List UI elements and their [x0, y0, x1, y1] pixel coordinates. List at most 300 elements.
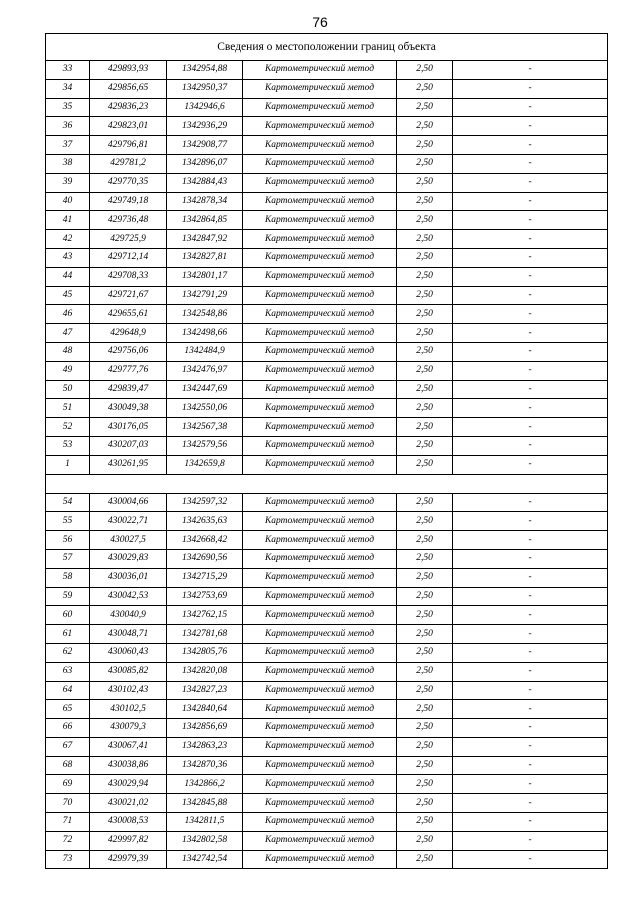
description-cell: - — [453, 568, 608, 587]
table-row — [46, 719, 608, 738]
y-coordinate-cell: 1342847,92 — [167, 230, 243, 249]
x-coordinate-cell: 429781,2 — [90, 154, 167, 173]
accuracy-cell: 2,50 — [397, 756, 453, 775]
point-number-cell: 53 — [46, 436, 90, 455]
table-row — [46, 192, 608, 211]
table-row — [46, 342, 608, 361]
point-number-cell: 66 — [46, 719, 90, 738]
accuracy-cell: 2,50 — [397, 173, 453, 192]
table-row — [46, 643, 608, 662]
accuracy-cell: 2,50 — [397, 154, 453, 173]
method-cell: Картометрический метод — [243, 98, 397, 117]
method-cell: Картометрический метод — [243, 531, 397, 550]
description-cell: - — [453, 606, 608, 625]
point-number-cell: 56 — [46, 531, 90, 550]
accuracy-cell: 2,50 — [397, 813, 453, 832]
point-number-cell: 38 — [46, 154, 90, 173]
point-number-cell: 42 — [46, 230, 90, 249]
x-coordinate-cell: 430029,83 — [90, 549, 167, 568]
table-row — [46, 230, 608, 249]
description-cell: - — [453, 267, 608, 286]
point-number-cell: 36 — [46, 117, 90, 136]
accuracy-cell: 2,50 — [397, 455, 453, 474]
table-row — [46, 606, 608, 625]
table-title: Сведения о местоположении границ объекта — [46, 34, 608, 61]
method-cell: Картометрический метод — [243, 775, 397, 794]
accuracy-cell: 2,50 — [397, 512, 453, 531]
y-coordinate-cell: 1342802,58 — [167, 831, 243, 850]
y-coordinate-cell: 1342498,66 — [167, 324, 243, 343]
x-coordinate-cell: 430261,95 — [90, 455, 167, 474]
y-coordinate-cell: 1342827,81 — [167, 248, 243, 267]
description-cell: - — [453, 700, 608, 719]
x-coordinate-cell: 430207,03 — [90, 436, 167, 455]
y-coordinate-cell: 1342597,32 — [167, 493, 243, 512]
boundary-coordinates-table — [45, 33, 608, 869]
table-row — [46, 681, 608, 700]
x-coordinate-cell: 429749,18 — [90, 192, 167, 211]
description-cell: - — [453, 286, 608, 305]
y-coordinate-cell: 1342863,23 — [167, 737, 243, 756]
point-number-cell: 40 — [46, 192, 90, 211]
description-cell: - — [453, 756, 608, 775]
x-coordinate-cell: 429796,81 — [90, 136, 167, 155]
description-cell: - — [453, 305, 608, 324]
method-cell: Картометрический метод — [243, 230, 397, 249]
method-cell: Картометрический метод — [243, 248, 397, 267]
point-number-cell: 73 — [46, 850, 90, 869]
method-cell: Картометрический метод — [243, 756, 397, 775]
y-coordinate-cell: 1342946,6 — [167, 98, 243, 117]
x-coordinate-cell: 429655,61 — [90, 305, 167, 324]
description-cell: - — [453, 173, 608, 192]
y-coordinate-cell: 1342811,5 — [167, 813, 243, 832]
point-number-cell: 44 — [46, 267, 90, 286]
description-cell: - — [453, 813, 608, 832]
table-row — [46, 531, 608, 550]
table-row — [46, 173, 608, 192]
accuracy-cell: 2,50 — [397, 775, 453, 794]
method-cell: Картометрический метод — [243, 512, 397, 531]
x-coordinate-cell: 429856,65 — [90, 79, 167, 98]
method-cell: Картометрический метод — [243, 587, 397, 606]
y-coordinate-cell: 1342820,08 — [167, 662, 243, 681]
accuracy-cell: 2,50 — [397, 61, 453, 80]
y-coordinate-cell: 1342567,38 — [167, 418, 243, 437]
method-cell: Картометрический метод — [243, 286, 397, 305]
description-cell: - — [453, 98, 608, 117]
table-row — [46, 79, 608, 98]
accuracy-cell: 2,50 — [397, 587, 453, 606]
x-coordinate-cell: 429823,01 — [90, 117, 167, 136]
y-coordinate-cell: 1342845,88 — [167, 794, 243, 813]
table-row — [46, 380, 608, 399]
description-cell: - — [453, 418, 608, 437]
x-coordinate-cell: 430060,43 — [90, 643, 167, 662]
table-row — [46, 324, 608, 343]
x-coordinate-cell: 429777,76 — [90, 361, 167, 380]
accuracy-cell: 2,50 — [397, 211, 453, 230]
table-row — [46, 775, 608, 794]
description-cell: - — [453, 230, 608, 249]
method-cell: Картометрический метод — [243, 211, 397, 230]
y-coordinate-cell: 1342579,56 — [167, 436, 243, 455]
table-row — [46, 286, 608, 305]
x-coordinate-cell: 429736,48 — [90, 211, 167, 230]
y-coordinate-cell: 1342896,07 — [167, 154, 243, 173]
method-cell: Картометрический метод — [243, 455, 397, 474]
accuracy-cell: 2,50 — [397, 493, 453, 512]
description-cell: - — [453, 493, 608, 512]
point-number-cell: 67 — [46, 737, 90, 756]
group-separator-row — [46, 474, 608, 493]
method-cell: Картометрический метод — [243, 681, 397, 700]
description-cell: - — [453, 831, 608, 850]
accuracy-cell: 2,50 — [397, 79, 453, 98]
x-coordinate-cell: 429712,14 — [90, 248, 167, 267]
x-coordinate-cell: 429756,06 — [90, 342, 167, 361]
method-cell: Картометрический метод — [243, 850, 397, 869]
method-cell: Картометрический метод — [243, 79, 397, 98]
page-number: 76 — [312, 14, 328, 30]
x-coordinate-cell: 429839,47 — [90, 380, 167, 399]
accuracy-cell: 2,50 — [397, 568, 453, 587]
table-row — [46, 98, 608, 117]
table-row — [46, 662, 608, 681]
accuracy-cell: 2,50 — [397, 436, 453, 455]
point-number-cell: 62 — [46, 643, 90, 662]
method-cell: Картометрический метод — [243, 61, 397, 80]
method-cell: Картометрический метод — [243, 662, 397, 681]
y-coordinate-cell: 1342762,15 — [167, 606, 243, 625]
x-coordinate-cell: 430176,05 — [90, 418, 167, 437]
point-number-cell: 48 — [46, 342, 90, 361]
method-cell: Картометрический метод — [243, 267, 397, 286]
method-cell: Картометрический метод — [243, 549, 397, 568]
method-cell: Картометрический метод — [243, 154, 397, 173]
method-cell: Картометрический метод — [243, 643, 397, 662]
description-cell: - — [453, 380, 608, 399]
description-cell: - — [453, 662, 608, 681]
table-row — [46, 154, 608, 173]
point-number-cell: 35 — [46, 98, 90, 117]
group-separator-cell — [46, 474, 608, 493]
method-cell: Картометрический метод — [243, 813, 397, 832]
accuracy-cell: 2,50 — [397, 625, 453, 644]
table-row — [46, 794, 608, 813]
x-coordinate-cell: 430027,5 — [90, 531, 167, 550]
x-coordinate-cell: 429836,23 — [90, 98, 167, 117]
accuracy-cell: 2,50 — [397, 399, 453, 418]
accuracy-cell: 2,50 — [397, 850, 453, 869]
accuracy-cell: 2,50 — [397, 361, 453, 380]
description-cell: - — [453, 79, 608, 98]
y-coordinate-cell: 1342715,29 — [167, 568, 243, 587]
x-coordinate-cell: 430049,38 — [90, 399, 167, 418]
description-cell: - — [453, 211, 608, 230]
accuracy-cell: 2,50 — [397, 700, 453, 719]
method-cell: Картометрический метод — [243, 117, 397, 136]
description-cell: - — [453, 512, 608, 531]
accuracy-cell: 2,50 — [397, 267, 453, 286]
point-number-cell: 65 — [46, 700, 90, 719]
point-number-cell: 50 — [46, 380, 90, 399]
x-coordinate-cell: 430022,71 — [90, 512, 167, 531]
x-coordinate-cell: 430042,53 — [90, 587, 167, 606]
x-coordinate-cell: 430038,86 — [90, 756, 167, 775]
point-number-cell: 68 — [46, 756, 90, 775]
y-coordinate-cell: 1342668,42 — [167, 531, 243, 550]
point-number-cell: 52 — [46, 418, 90, 437]
accuracy-cell: 2,50 — [397, 531, 453, 550]
accuracy-cell: 2,50 — [397, 662, 453, 681]
y-coordinate-cell: 1342840,64 — [167, 700, 243, 719]
accuracy-cell: 2,50 — [397, 305, 453, 324]
x-coordinate-cell: 430102,43 — [90, 681, 167, 700]
point-number-cell: 46 — [46, 305, 90, 324]
y-coordinate-cell: 1342447,69 — [167, 380, 243, 399]
method-cell: Картометрический метод — [243, 192, 397, 211]
x-coordinate-cell: 430040,9 — [90, 606, 167, 625]
point-number-cell: 54 — [46, 493, 90, 512]
x-coordinate-cell: 429979,39 — [90, 850, 167, 869]
accuracy-cell: 2,50 — [397, 681, 453, 700]
description-cell: - — [453, 643, 608, 662]
method-cell: Картометрический метод — [243, 361, 397, 380]
description-cell: - — [453, 737, 608, 756]
method-cell: Картометрический метод — [243, 625, 397, 644]
point-number-cell: 71 — [46, 813, 90, 832]
y-coordinate-cell: 1342753,69 — [167, 587, 243, 606]
accuracy-cell: 2,50 — [397, 286, 453, 305]
x-coordinate-cell: 430036,01 — [90, 568, 167, 587]
accuracy-cell: 2,50 — [397, 117, 453, 136]
table-row — [46, 756, 608, 775]
description-cell: - — [453, 436, 608, 455]
point-number-cell: 63 — [46, 662, 90, 681]
y-coordinate-cell: 1342856,69 — [167, 719, 243, 738]
table-row — [46, 267, 608, 286]
table-row — [46, 700, 608, 719]
method-cell: Картометрический метод — [243, 399, 397, 418]
accuracy-cell: 2,50 — [397, 606, 453, 625]
table-row — [46, 248, 608, 267]
method-cell: Картометрический метод — [243, 700, 397, 719]
y-coordinate-cell: 1342548,86 — [167, 305, 243, 324]
table-row — [46, 136, 608, 155]
accuracy-cell: 2,50 — [397, 380, 453, 399]
x-coordinate-cell: 429708,33 — [90, 267, 167, 286]
method-cell: Картометрический метод — [243, 719, 397, 738]
method-cell: Картометрический метод — [243, 737, 397, 756]
description-cell: - — [453, 399, 608, 418]
accuracy-cell: 2,50 — [397, 643, 453, 662]
point-number-cell: 43 — [46, 248, 90, 267]
x-coordinate-cell: 429725,9 — [90, 230, 167, 249]
accuracy-cell: 2,50 — [397, 794, 453, 813]
description-cell: - — [453, 850, 608, 869]
description-cell: - — [453, 248, 608, 267]
accuracy-cell: 2,50 — [397, 136, 453, 155]
table-row — [46, 831, 608, 850]
description-cell: - — [453, 719, 608, 738]
table-row — [46, 568, 608, 587]
table-row — [46, 418, 608, 437]
table-row — [46, 493, 608, 512]
table-row — [46, 549, 608, 568]
accuracy-cell: 2,50 — [397, 831, 453, 850]
table-row — [46, 850, 608, 869]
method-cell: Картометрический метод — [243, 606, 397, 625]
description-cell: - — [453, 361, 608, 380]
x-coordinate-cell: 430048,71 — [90, 625, 167, 644]
table-header-row — [46, 34, 608, 61]
description-cell: - — [453, 455, 608, 474]
y-coordinate-cell: 1342635,63 — [167, 512, 243, 531]
x-coordinate-cell: 429648,9 — [90, 324, 167, 343]
description-cell: - — [453, 136, 608, 155]
accuracy-cell: 2,50 — [397, 248, 453, 267]
x-coordinate-cell: 430085,82 — [90, 662, 167, 681]
method-cell: Картометрический метод — [243, 324, 397, 343]
point-number-cell: 69 — [46, 775, 90, 794]
accuracy-cell: 2,50 — [397, 719, 453, 738]
y-coordinate-cell: 1342954,88 — [167, 61, 243, 80]
x-coordinate-cell: 429770,35 — [90, 173, 167, 192]
point-number-cell: 51 — [46, 399, 90, 418]
point-number-cell: 41 — [46, 211, 90, 230]
description-cell: - — [453, 342, 608, 361]
table-row — [46, 436, 608, 455]
table-row — [46, 587, 608, 606]
point-number-cell: 57 — [46, 549, 90, 568]
table-row — [46, 211, 608, 230]
table-row — [46, 117, 608, 136]
y-coordinate-cell: 1342801,17 — [167, 267, 243, 286]
method-cell: Картометрический метод — [243, 173, 397, 192]
y-coordinate-cell: 1342791,29 — [167, 286, 243, 305]
point-number-cell: 39 — [46, 173, 90, 192]
y-coordinate-cell: 1342870,36 — [167, 756, 243, 775]
point-number-cell: 58 — [46, 568, 90, 587]
description-cell: - — [453, 775, 608, 794]
table-row — [46, 512, 608, 531]
x-coordinate-cell: 429997,82 — [90, 831, 167, 850]
method-cell: Картометрический метод — [243, 305, 397, 324]
method-cell: Картометрический метод — [243, 380, 397, 399]
description-cell: - — [453, 587, 608, 606]
y-coordinate-cell: 1342781,68 — [167, 625, 243, 644]
table-row — [46, 361, 608, 380]
point-number-cell: 49 — [46, 361, 90, 380]
x-coordinate-cell: 430021,02 — [90, 794, 167, 813]
y-coordinate-cell: 1342550,06 — [167, 399, 243, 418]
point-number-cell: 1 — [46, 455, 90, 474]
method-cell: Картометрический метод — [243, 342, 397, 361]
method-cell: Картометрический метод — [243, 418, 397, 437]
description-cell: - — [453, 192, 608, 211]
y-coordinate-cell: 1342476,97 — [167, 361, 243, 380]
description-cell: - — [453, 117, 608, 136]
y-coordinate-cell: 1342659,8 — [167, 455, 243, 474]
description-cell: - — [453, 531, 608, 550]
y-coordinate-cell: 1342690,56 — [167, 549, 243, 568]
method-cell: Картометрический метод — [243, 436, 397, 455]
method-cell: Картометрический метод — [243, 831, 397, 850]
accuracy-cell: 2,50 — [397, 737, 453, 756]
point-number-cell: 70 — [46, 794, 90, 813]
method-cell: Картометрический метод — [243, 493, 397, 512]
y-coordinate-cell: 1342866,2 — [167, 775, 243, 794]
y-coordinate-cell: 1342878,34 — [167, 192, 243, 211]
table-row — [46, 399, 608, 418]
y-coordinate-cell: 1342936,29 — [167, 117, 243, 136]
x-coordinate-cell: 430067,41 — [90, 737, 167, 756]
point-number-cell: 47 — [46, 324, 90, 343]
point-number-cell: 72 — [46, 831, 90, 850]
method-cell: Картометрический метод — [243, 568, 397, 587]
y-coordinate-cell: 1342884,43 — [167, 173, 243, 192]
y-coordinate-cell: 1342908,77 — [167, 136, 243, 155]
point-number-cell: 60 — [46, 606, 90, 625]
table-row — [46, 305, 608, 324]
point-number-cell: 45 — [46, 286, 90, 305]
table-row — [46, 455, 608, 474]
point-number-cell: 37 — [46, 136, 90, 155]
x-coordinate-cell: 430008,53 — [90, 813, 167, 832]
accuracy-cell: 2,50 — [397, 192, 453, 211]
x-coordinate-cell: 430079,3 — [90, 719, 167, 738]
description-cell: - — [453, 549, 608, 568]
table-row — [46, 61, 608, 80]
y-coordinate-cell: 1342484,9 — [167, 342, 243, 361]
method-cell: Картометрический метод — [243, 794, 397, 813]
y-coordinate-cell: 1342864,85 — [167, 211, 243, 230]
x-coordinate-cell: 429721,67 — [90, 286, 167, 305]
y-coordinate-cell: 1342950,37 — [167, 79, 243, 98]
point-number-cell: 61 — [46, 625, 90, 644]
description-cell: - — [453, 61, 608, 80]
point-number-cell: 55 — [46, 512, 90, 531]
description-cell: - — [453, 794, 608, 813]
x-coordinate-cell: 430004,66 — [90, 493, 167, 512]
point-number-cell: 64 — [46, 681, 90, 700]
point-number-cell: 59 — [46, 587, 90, 606]
table-row — [46, 625, 608, 644]
table-row — [46, 737, 608, 756]
x-coordinate-cell: 430102,5 — [90, 700, 167, 719]
point-number-cell: 33 — [46, 61, 90, 80]
y-coordinate-cell: 1342742,54 — [167, 850, 243, 869]
description-cell: - — [453, 324, 608, 343]
accuracy-cell: 2,50 — [397, 342, 453, 361]
accuracy-cell: 2,50 — [397, 549, 453, 568]
description-cell: - — [453, 154, 608, 173]
table-row — [46, 813, 608, 832]
method-cell: Картометрический метод — [243, 136, 397, 155]
x-coordinate-cell: 430029,94 — [90, 775, 167, 794]
y-coordinate-cell: 1342805,76 — [167, 643, 243, 662]
accuracy-cell: 2,50 — [397, 418, 453, 437]
accuracy-cell: 2,50 — [397, 98, 453, 117]
description-cell: - — [453, 681, 608, 700]
y-coordinate-cell: 1342827,23 — [167, 681, 243, 700]
x-coordinate-cell: 429893,93 — [90, 61, 167, 80]
point-number-cell: 34 — [46, 79, 90, 98]
accuracy-cell: 2,50 — [397, 324, 453, 343]
accuracy-cell: 2,50 — [397, 230, 453, 249]
description-cell: - — [453, 625, 608, 644]
